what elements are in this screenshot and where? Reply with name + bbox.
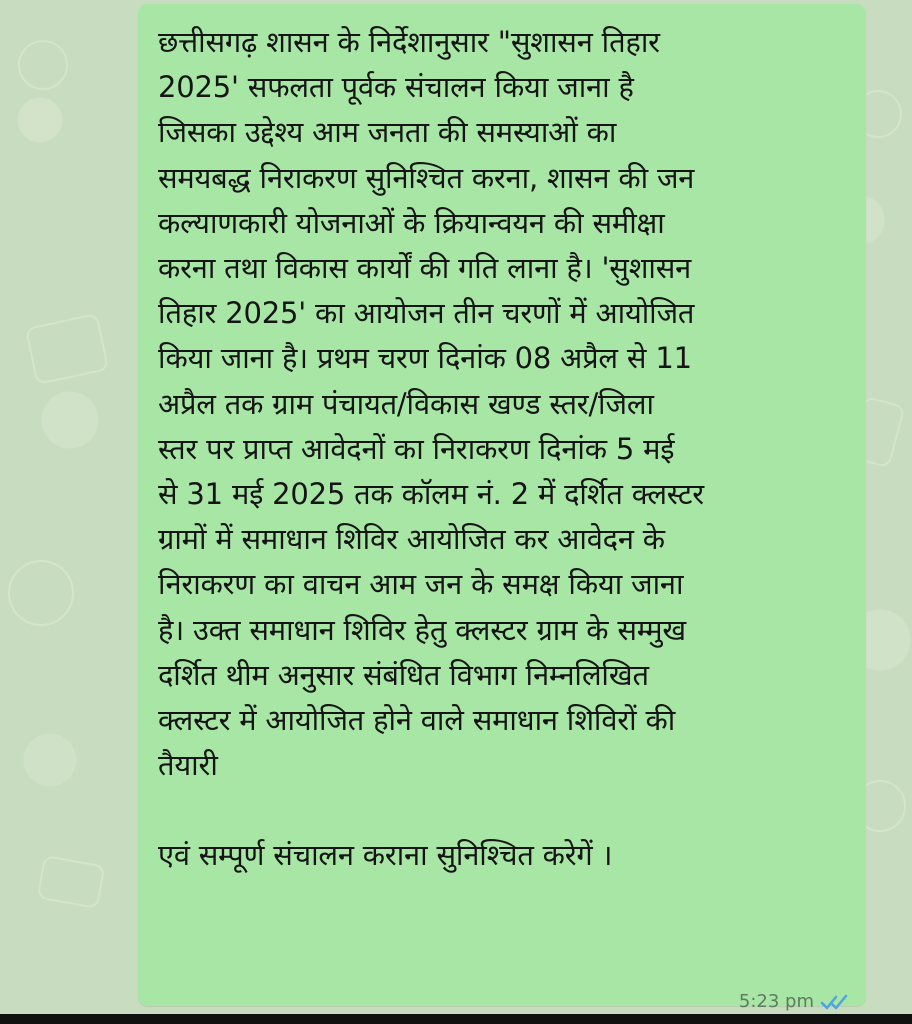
message-line: ग्रामों में समाधान शिविर आयोजित कर आवेदन के — [158, 522, 665, 557]
message-line: दर्शित थीम अनुसार संबंधित विभाग निम्नलिखित — [158, 657, 649, 692]
message-line: 2025' सफलता पूर्वक संचालन किया जाना है — [158, 70, 634, 105]
screen-bottom-edge — [0, 1014, 912, 1024]
message-line: है। उक्त समाधान शिविर हेतु क्लस्टर ग्राम के सम्मुख — [158, 612, 686, 647]
message-line: तिहार 2025' का आयोजन तीन चरणों में आयोजित — [158, 296, 695, 331]
message-line: निराकरण का वाचन आम जन के समक्ष किया जाना — [158, 567, 684, 602]
message-line: करना तथा विकास कार्यों की गति लाना है। 'सुशासन — [158, 251, 692, 286]
paragraph-gap — [158, 788, 848, 833]
message-time: 5:23 pm — [738, 991, 814, 1012]
message-line: छत्तीसगढ़ शासन के निर्देशानुसार "सुशासन तिहार — [158, 25, 660, 59]
message-line: स्तर पर प्राप्त आवेदनों का निराकरण दिनांक 5 मई — [158, 431, 675, 466]
message-line: किया जाना है। प्रथम चरण दिनांक 08 अप्रैल से 11 — [158, 341, 692, 376]
closing-line: एवं सम्पूर्ण संचालन कराना सुनिश्चित करेगें । — [158, 838, 613, 873]
message-line: जिसका उद्देश्य आम जनता की समस्याओं का — [158, 115, 617, 150]
message-line: क्लस्टर में आयोजित होने वाले समाधान शिविरों की — [158, 703, 676, 738]
message-line: समयबद्ध निराकरण सुनिश्चित करना, शासन की जन — [158, 160, 695, 195]
wallpaper-doodle — [37, 855, 106, 909]
wallpaper-doodle — [8, 560, 74, 626]
wallpaper-doodle — [25, 313, 109, 385]
message-meta — [739, 991, 850, 1012]
message-text — [158, 20, 848, 879]
wallpaper-doodle — [18, 40, 68, 90]
outgoing-message-bubble[interactable] — [138, 4, 866, 1012]
message-line: अप्रैल तक ग्राम पंचायत/विकास खण्ड स्तर/जिला — [158, 386, 654, 421]
message-line: से 31 मई 2025 तक कॉलम नं. 2 में दर्शित क्लस्टर — [158, 477, 704, 512]
double-check-icon — [820, 993, 850, 1011]
message-line: कल्याणकारी योजनाओं के क्रियान्वयन की समीक्षा — [158, 205, 665, 240]
message-line: तैयारी — [158, 748, 218, 783]
